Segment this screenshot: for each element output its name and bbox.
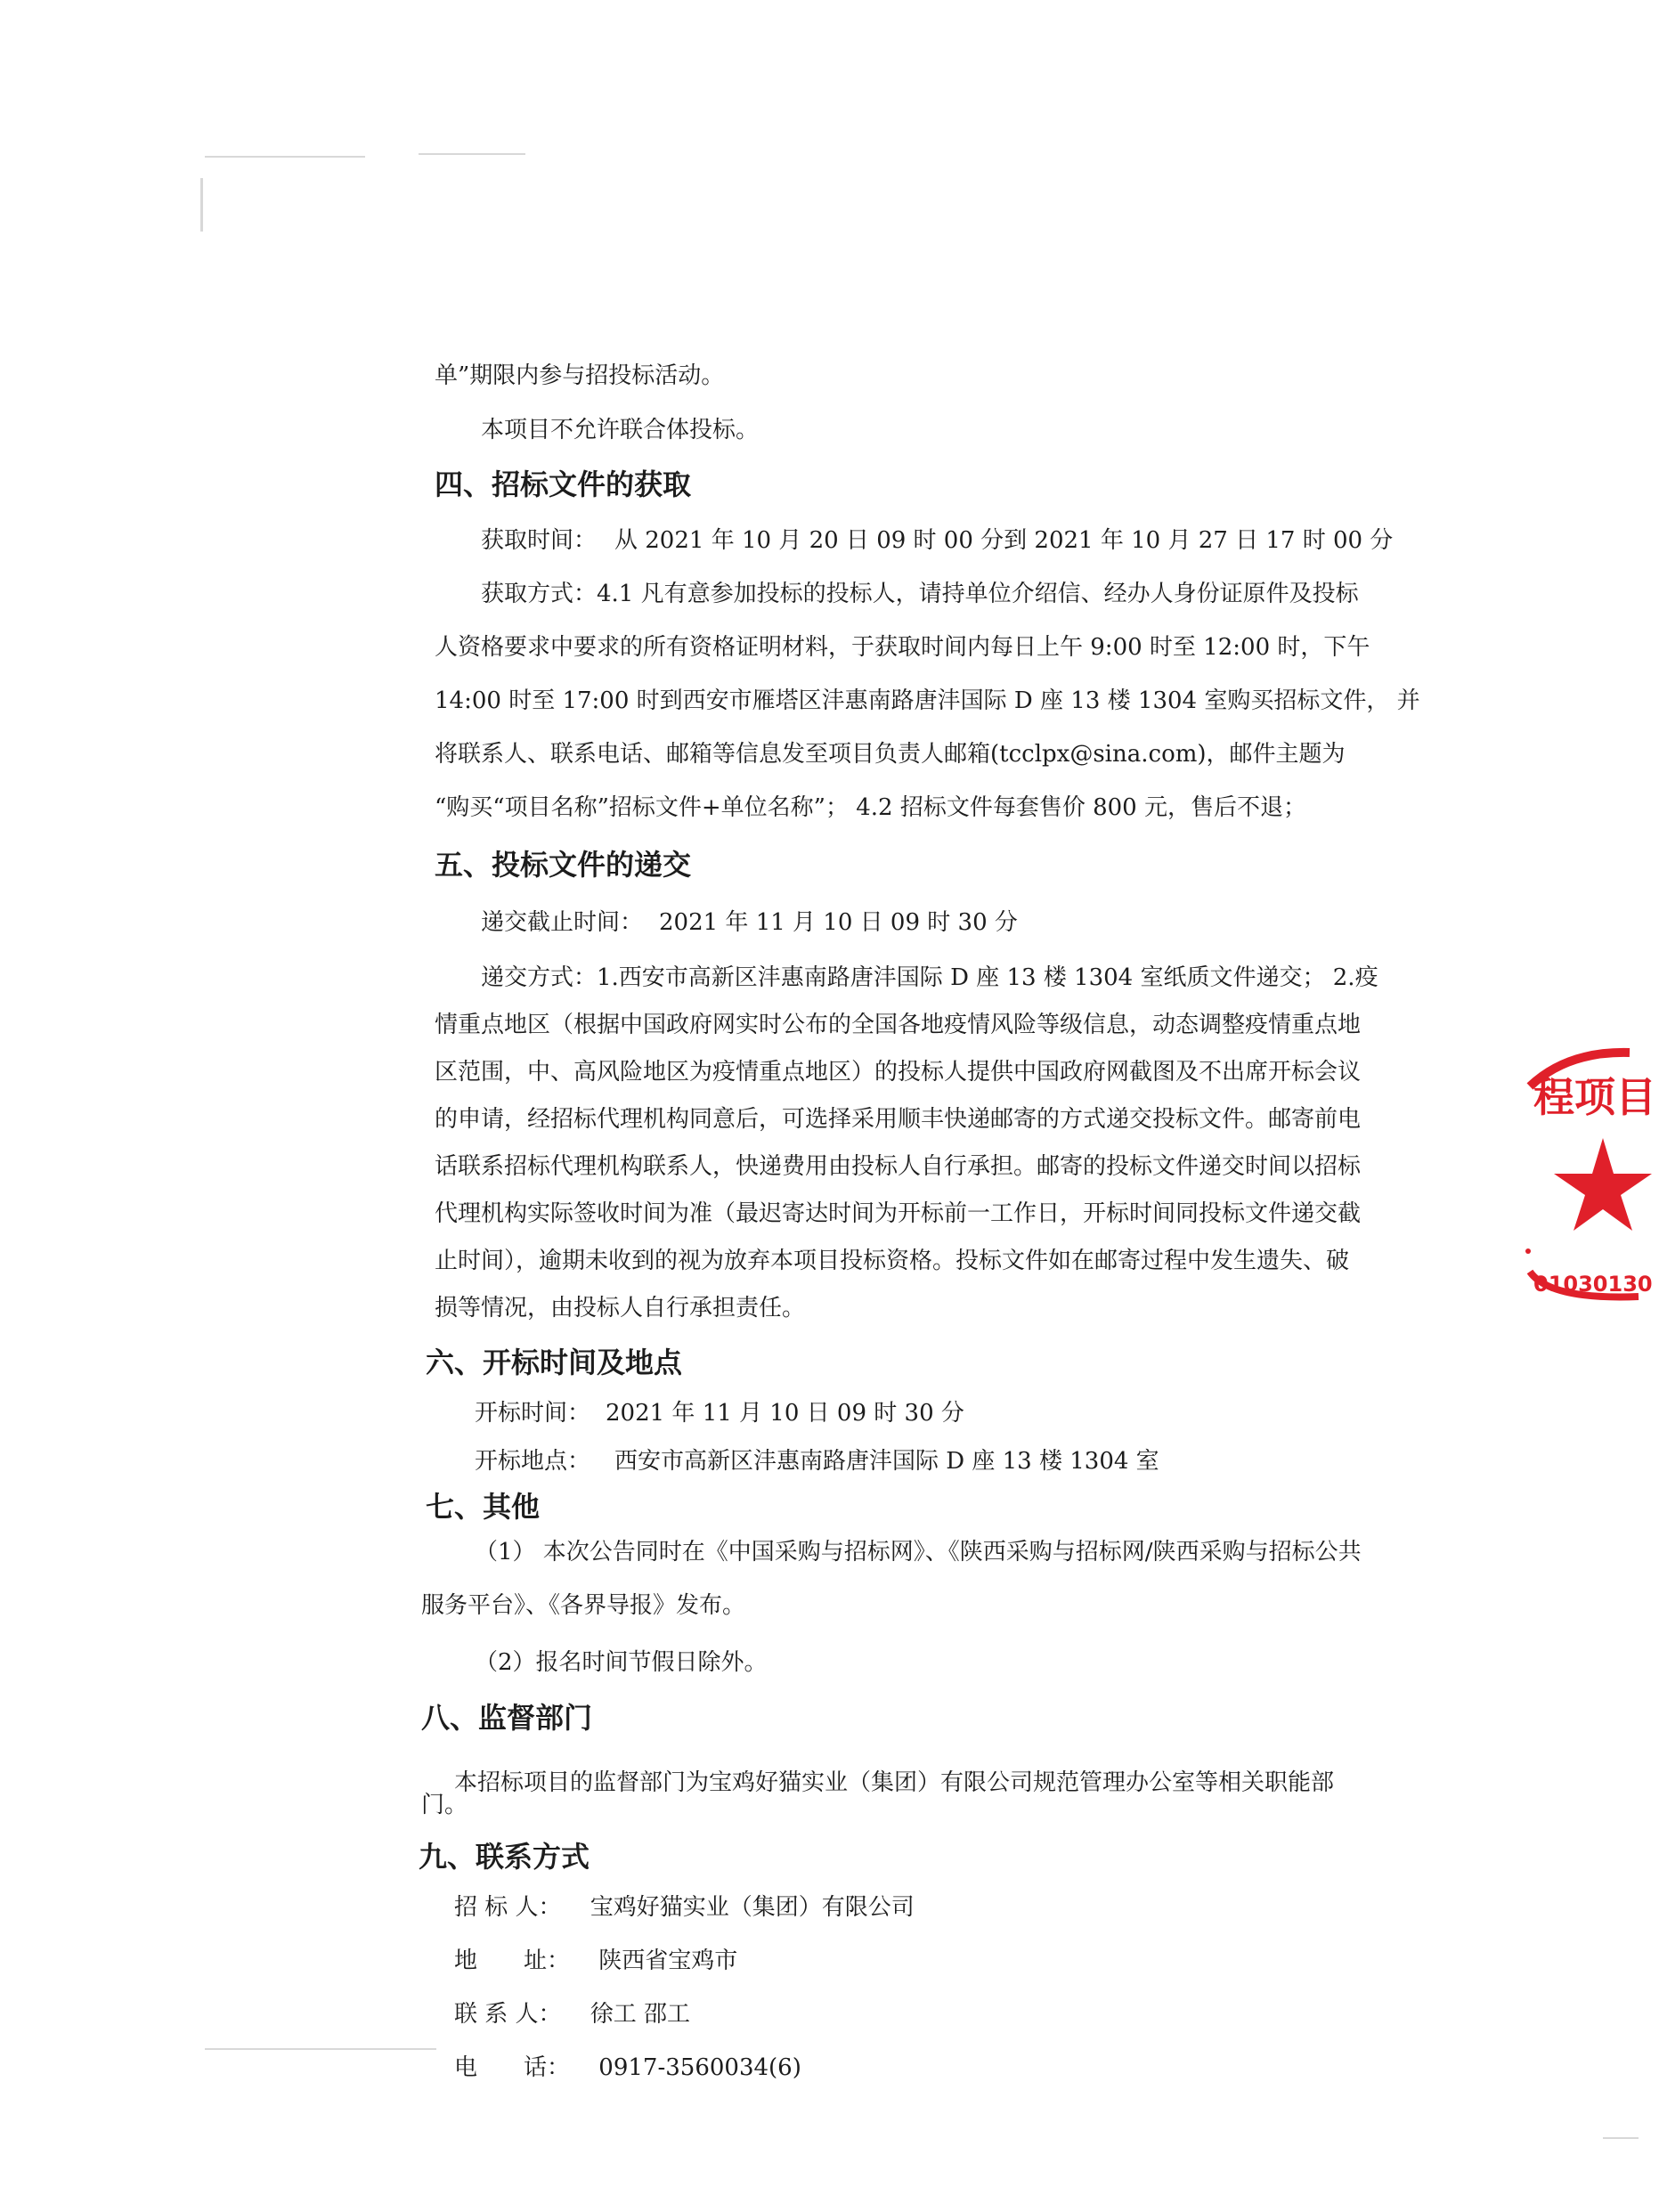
s5-method-line: 损等情况，由投标人自行承担责任。 xyxy=(435,1295,806,1322)
s5-method-line: 递交方式：1.西安市高新区沣惠南路唐沣国际 D 座 13 楼 1304 室纸质文件递交； 2.疫 xyxy=(481,964,1378,991)
s6-place-label: 开标地点： xyxy=(475,1448,591,1475)
s4-method-line: 人资格要求中要求的所有资格证明材料，于获取时间内每日上午 9:00 时至 12:00 时，下午 xyxy=(435,634,1370,661)
section-5-title: 五、投标文件的递交 xyxy=(435,848,692,882)
seal-star-icon xyxy=(1554,1138,1652,1231)
scan-speck xyxy=(1603,2137,1639,2139)
scan-speck xyxy=(205,2048,436,2050)
contact-label: 联 系 人： xyxy=(454,2001,562,2028)
s4-method-line: 14:00 时至 17:00 时到西安市雁塔区沣惠南路唐沣国际 D 座 13 楼 1304 室购买招标文件， 并 xyxy=(435,687,1420,714)
s7-line: （2）报名时间节假日除外。 xyxy=(475,1649,768,1676)
contact-value: 陕西省宝鸡市 xyxy=(598,1948,738,1974)
contact-value: 0917-3560034(6) xyxy=(598,2054,801,2081)
s4-time-label: 获取时间： xyxy=(481,527,598,554)
s5-deadline-value: 2021 年 11 月 10 日 09 时 30 分 xyxy=(659,909,1018,936)
s5-method-line: 止时间），逾期未收到的视为放弃本项目投标资格。投标文件如在邮寄过程中发生遗失、破 xyxy=(435,1248,1350,1274)
s6-time-value: 2021 年 11 月 10 日 09 时 30 分 xyxy=(606,1400,964,1427)
seal-graphic xyxy=(1514,1033,1659,1336)
s5-method-line: 代理机构实际签收时间为准（最迟寄达时间为开标前一工作日，开标时间同投标文件递交截 xyxy=(435,1200,1362,1227)
seal-text-top: 程项目 xyxy=(1533,1073,1656,1121)
intro-line-1: 单”期限内参与招投标活动。 xyxy=(435,362,725,389)
s6-place-value: 西安市高新区沣惠南路唐沣国际 D 座 13 楼 1304 室 xyxy=(614,1448,1159,1475)
s7-line: 服务平台》、《各界导报》发布。 xyxy=(421,1592,746,1619)
s8-line: 门。 xyxy=(421,1792,468,1818)
scan-speck xyxy=(205,156,365,158)
s4-method-line: “购买“项目名称”招标文件+单位名称”； 4.2 招标文件每套售价 800 元，售后不退； xyxy=(435,794,1306,821)
s4-method-line: 将联系人、联系电话、邮箱等信息发至项目负责人邮箱(tcclpx@sina.com)，邮件主题为 xyxy=(435,741,1346,768)
s5-method-line: 的申请，经招标代理机构同意后，可选择采用顺丰快递邮寄的方式递交投标文件。邮寄前电 xyxy=(435,1106,1362,1133)
s5-method-line: 话联系招标代理机构联系人，快递费用由投标人自行承担。邮寄的投标文件递交时间以招标 xyxy=(435,1153,1362,1180)
contact-label: 地 址： xyxy=(454,1948,571,1974)
s5-method-line: 情重点地区（根据中国政府网实时公布的全国各地疫情风险等级信息，动态调整疫情重点地 xyxy=(435,1012,1362,1038)
s7-line: （1） 本次公告同时在《中国采购与招标网》、《陕西采购与招标网/陕西采购与招标公共 xyxy=(475,1539,1362,1565)
section-7-title: 七、其他 xyxy=(426,1490,541,1524)
s4-method-line: 获取方式：4.1 凡有意参加投标的投标人，请持单位介绍信、经办人身份证原件及投标 xyxy=(481,581,1359,607)
contact-row-phone xyxy=(454,2054,801,2082)
scan-speck xyxy=(200,178,203,232)
contact-row-bidder xyxy=(454,1894,915,1922)
section-8-title: 八、监督部门 xyxy=(421,1701,593,1735)
scan-speck xyxy=(419,153,525,155)
contact-label: 电 话： xyxy=(454,2054,571,2081)
contact-value: 徐工 邵工 xyxy=(590,2001,691,2028)
section-4-title: 四、招标文件的获取 xyxy=(435,468,692,501)
s6-time-label: 开标时间： xyxy=(475,1400,591,1427)
section-6-title: 六、开标时间及地点 xyxy=(426,1346,683,1379)
intro-line-2: 本项目不允许联合体投标。 xyxy=(481,417,760,443)
s4-time-value: 从 2021 年 10 月 20 日 09 时 00 分到 2021 年 10 月 27 日 17 时 00 分 xyxy=(614,527,1394,554)
contact-value: 宝鸡好猫实业（集团）有限公司 xyxy=(590,1894,915,1921)
s5-method-line: 区范围，中、高风险地区为疫情重点地区）的投标人提供中国政府网截图及不出席开标会议 xyxy=(435,1059,1362,1086)
contact-row-address xyxy=(454,1948,737,1975)
official-seal-stamp xyxy=(1514,1033,1659,1336)
s5-deadline-label: 递交截止时间： xyxy=(481,909,644,936)
s8-line: 本招标项目的监督部门为宝鸡好猫实业（集团）有限公司规范管理办公室等相关职能部 xyxy=(454,1769,1335,1796)
seal-text-bottom: 01030130 xyxy=(1533,1272,1653,1297)
contact-label: 招 标 人： xyxy=(454,1894,562,1921)
contact-row-person xyxy=(454,2001,690,2029)
section-9-title: 九、联系方式 xyxy=(419,1840,590,1874)
